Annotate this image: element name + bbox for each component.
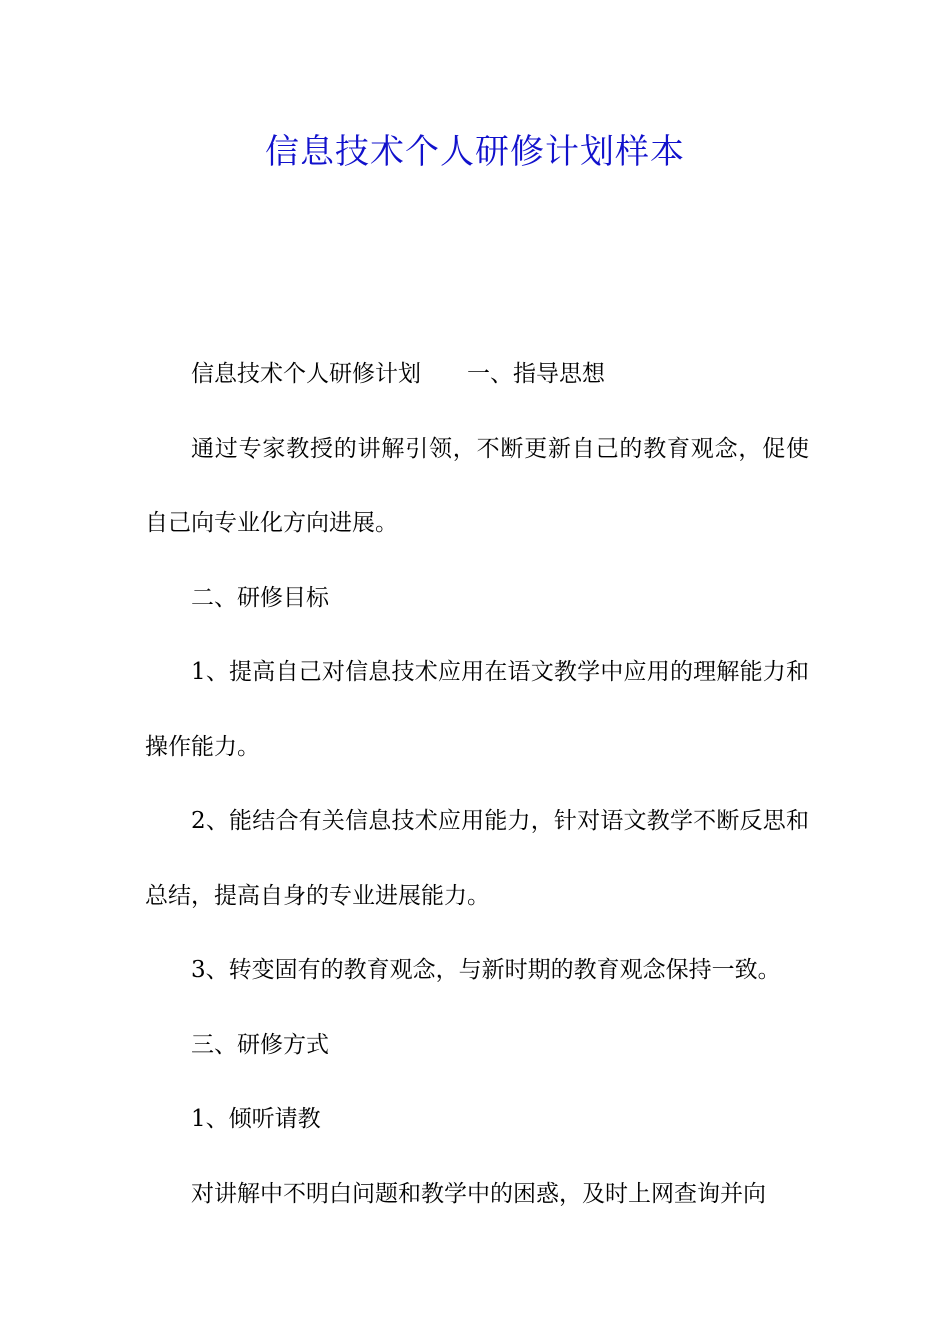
section-heading-methods: 三、研修方式 — [191, 1031, 329, 1058]
paragraph-method-1-detail: 对讲解中不明白问题和教学中的困惑，及时上网查询并向 — [191, 1180, 766, 1207]
paragraph-goal-3: 3、转变固有的教育观念，与新时期的教育观念保持一致。 — [191, 957, 781, 983]
paragraph-guiding-thought: 通过专家教授的讲解引领，不断更新自己的教育观念，促使自己向专业化方向进展。 — [145, 435, 809, 536]
paragraph-plan-heading — [145, 337, 809, 412]
paragraph-goal-1: 1、提高自己对信息技术应用在语文教学中应用的理解能力和操作能力。 — [145, 659, 809, 760]
section-heading-guiding-thought: 一、指导思想 — [467, 361, 605, 387]
paragraph-method-1: 1、倾听请教 — [191, 1106, 321, 1132]
document-body — [145, 337, 809, 1231]
paragraph-goal-2: 2、能结合有关信息技术应用能力，针对语文教学不断反思和总结，提高自身的专业进展能力。 — [145, 808, 809, 909]
plan-name-text: 信息技术个人研修计划 — [191, 361, 421, 387]
document-title: 信息技术个人研修计划样本 — [265, 132, 685, 172]
section-heading-goals: 二、研修目标 — [191, 584, 329, 611]
